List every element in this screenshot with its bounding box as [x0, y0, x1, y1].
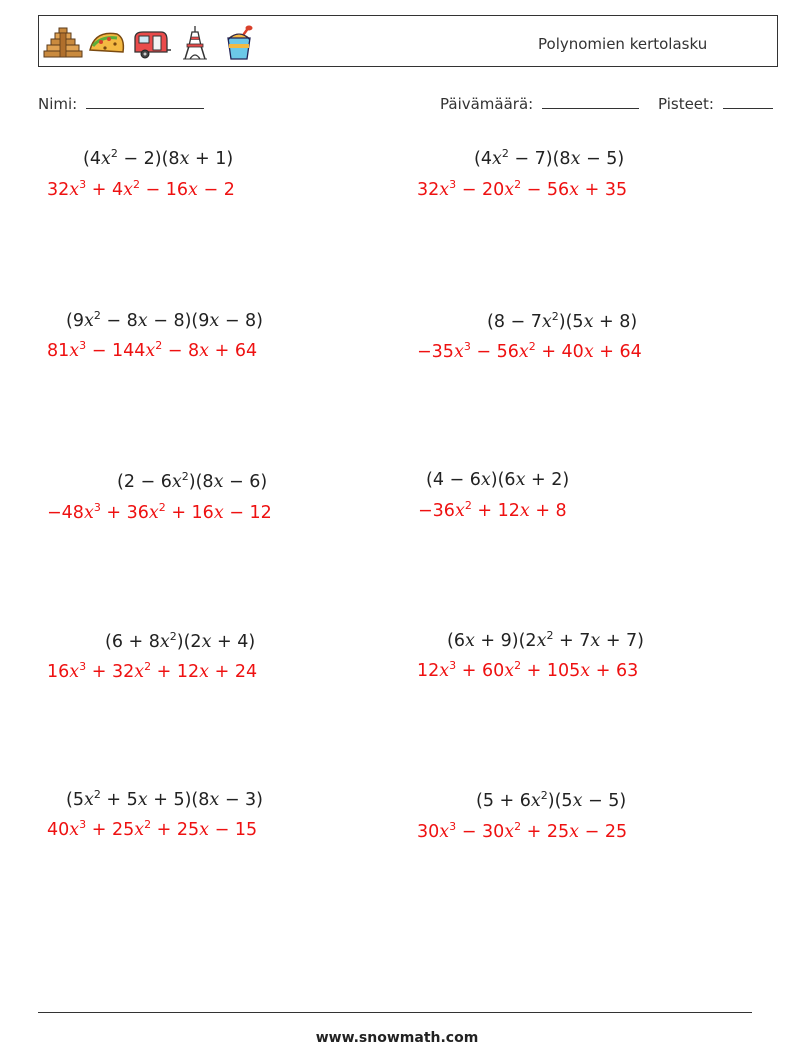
pyramid-icon — [43, 24, 83, 62]
problem-expression: $(4x^2 - 2)(8x + 1)$ — [83, 147, 234, 169]
problem-expression: $(8 - 7x^2)(5x + 8)$ — [487, 310, 638, 332]
footer-website: www.snowmath.com — [315, 1030, 479, 1046]
problem-expression: $(6 + 8x^2)(2x + 4)$ — [105, 630, 256, 652]
score-label: Pisteet: — [658, 95, 714, 113]
name-line[interactable] — [86, 96, 204, 109]
problem-expression: $(5x^2 + 5x + 5)(8x - 3)$ — [66, 788, 263, 810]
answer-expression: $-48x^3 + 36x^2 + 16x - 12$ — [47, 501, 272, 523]
score-line[interactable] — [723, 96, 773, 109]
worksheet-title: Polynomien kertolasku — [538, 35, 708, 53]
answer-expression: $-36x^2 + 12x + 8$ — [418, 499, 567, 521]
worksheet-header — [38, 15, 778, 67]
answer-expression: $-35x^3 - 56x^2 + 40x + 64$ — [417, 340, 642, 362]
name-field[interactable] — [38, 95, 204, 113]
problem-expression: $(9x^2 - 8x - 8)(9x - 8)$ — [66, 309, 263, 331]
problem-expression: (4 − 6x)(6x + 2) — [426, 470, 570, 490]
answer-expression: $30x^3 - 30x^2 + 25x - 25$ — [417, 820, 628, 842]
date-line[interactable] — [542, 96, 639, 109]
taco-icon — [87, 24, 127, 62]
date-label: Päivämäärä: — [440, 95, 534, 113]
answer-expression: $32x^3 - 20x^2 - 56x + 35$ — [417, 178, 628, 200]
eiffel-tower-icon — [175, 24, 215, 62]
answer-expression: $32x^3 + 4x^2 - 16x - 2$ — [47, 178, 235, 200]
footer-divider — [38, 1012, 752, 1013]
problem-expression: $(6x + 9)(2x^2 + 7x + 7)$ — [447, 629, 644, 651]
answer-expression: $81x^3 - 144x^2 - 8x + 64$ — [47, 339, 258, 361]
problem-expression: $(4x^2 - 7)(8x - 5)$ — [474, 147, 625, 169]
answer-expression: $16x^3 + 32x^2 + 12x + 24$ — [47, 660, 258, 682]
camper-trailer-icon — [131, 24, 171, 62]
score-field[interactable] — [658, 95, 773, 113]
answer-expression: $40x^3 + 25x^2 + 25x - 15$ — [47, 818, 258, 840]
problem-expression: $(5 + 6x^2)(5x - 5)$ — [476, 789, 627, 811]
name-label: Nimi: — [38, 95, 78, 113]
beach-bucket-icon — [219, 24, 259, 62]
date-field[interactable] — [440, 95, 639, 113]
answer-expression: $12x^3 + 60x^2 + 105x + 63$ — [417, 659, 639, 681]
problem-expression: $(2 - 6x^2)(8x - 6)$ — [117, 470, 268, 492]
